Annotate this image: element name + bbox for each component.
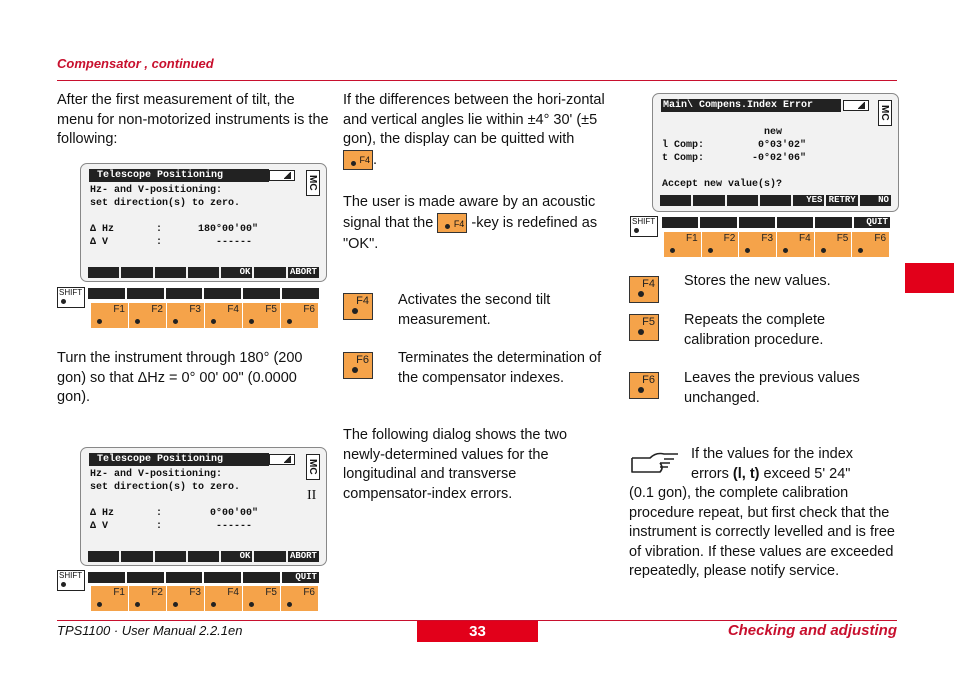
intro-text: After the first measurement of tilt, the menu for non-motorized instruments is the following:: [57, 92, 329, 147]
dot-icon: [249, 319, 254, 324]
dot-icon: [61, 582, 66, 587]
mc-indicator: MC: [306, 454, 320, 480]
function-key-row: [91, 303, 319, 328]
key-label: F6: [303, 587, 315, 598]
f4-key[interactable]: [777, 232, 815, 257]
dot-icon: [211, 319, 216, 324]
softkey[interactable]: [188, 267, 219, 278]
dot-icon: [211, 602, 216, 607]
screen-line: t Comp: -0°02'06": [662, 153, 807, 164]
softkey[interactable]: [660, 195, 691, 206]
key-label: F6: [642, 374, 655, 386]
note-text: If the values for the index errors: [691, 446, 854, 482]
f6-key-icon: [629, 372, 659, 399]
f1-key[interactable]: [91, 303, 129, 328]
screen-line: Δ Hz : 0°00'00": [90, 508, 259, 519]
dot-icon: [249, 602, 254, 607]
dot-icon: [352, 367, 358, 373]
dot-icon: [287, 602, 292, 607]
dot-icon: [783, 248, 788, 253]
mc-indicator: MC: [306, 170, 320, 196]
key-label: F2: [151, 587, 163, 598]
paragraph-text: .: [373, 151, 378, 168]
softkey[interactable]: [760, 195, 791, 206]
key-label: F6: [303, 304, 315, 315]
shift-key[interactable]: [57, 287, 85, 308]
softkey[interactable]: [155, 267, 186, 278]
f5-key-icon: [629, 314, 659, 341]
f1-key[interactable]: [664, 232, 702, 257]
hand-pointer-icon: [630, 448, 680, 478]
page-number: 33: [417, 621, 538, 642]
key-label: F1: [686, 233, 698, 244]
chapter-tab: [905, 263, 954, 293]
key-label: F5: [265, 304, 277, 315]
f6-key[interactable]: [852, 232, 890, 257]
key-label: F4: [799, 233, 811, 244]
dot-icon: [670, 248, 675, 253]
instrument-screen-3: [652, 93, 899, 212]
softkey-bar: [662, 217, 890, 228]
f2-key[interactable]: [702, 232, 740, 257]
softkey[interactable]: [88, 551, 119, 562]
softkey-ok[interactable]: OK: [221, 267, 252, 278]
f4-key[interactable]: [205, 586, 243, 611]
section-header: Compensator , continued: [57, 56, 214, 71]
softkey[interactable]: [188, 551, 219, 562]
f6-key[interactable]: [281, 303, 319, 328]
key-label: F3: [189, 587, 201, 598]
softkey-quit[interactable]: QUIT: [854, 217, 890, 228]
battery-icon: [843, 100, 869, 111]
dot-icon: [287, 319, 292, 324]
f2-key[interactable]: [129, 303, 167, 328]
key-label: F6: [874, 233, 887, 244]
key-label: F4: [356, 295, 369, 307]
key-label: F1: [113, 587, 125, 598]
softkey-abort[interactable]: ABORT: [288, 551, 319, 562]
f6-key-icon: [343, 352, 373, 379]
quit-paragraph: [343, 91, 605, 170]
screen-line: set direction(s) to zero.: [90, 482, 241, 493]
dot-icon: [352, 308, 358, 314]
screen-line: set direction(s) to zero.: [90, 198, 241, 209]
paragraph-text: The user is made aware by an acoustic signal that the: [343, 194, 596, 231]
softkey-retry[interactable]: RETRY: [826, 195, 857, 206]
screen-line: Δ V : ------: [90, 521, 253, 532]
paragraph-text: -key is redefined as "OK".: [343, 215, 598, 252]
shift-label: SHIFT: [59, 571, 83, 580]
softkey-bar: [660, 195, 891, 206]
softkey-bar: [88, 288, 319, 299]
dot-icon: [61, 299, 66, 304]
key-label: F3: [761, 233, 774, 244]
key-label: F4: [227, 587, 239, 598]
key-label: F1: [113, 304, 125, 315]
screen-title: Main\ Compens.Index Error: [661, 99, 841, 112]
f2-key[interactable]: [129, 586, 167, 611]
dot-icon: [708, 248, 713, 253]
softkey[interactable]: [693, 195, 724, 206]
dot-icon: [97, 319, 102, 324]
f4-key-icon: [343, 293, 373, 320]
dot-icon: [638, 291, 644, 297]
softkey[interactable]: [121, 267, 152, 278]
dot-icon: [858, 248, 863, 253]
f3-key[interactable]: [167, 586, 205, 611]
signal-paragraph: [343, 192, 605, 255]
f6-key[interactable]: [281, 586, 319, 611]
f4-key-inline: [343, 150, 373, 170]
screen-title: Telescope Positioning: [89, 169, 269, 182]
screen-line: Hz- and V-positioning:: [90, 185, 223, 196]
softkey-bar: [88, 551, 319, 562]
f3-key[interactable]: [167, 303, 205, 328]
header-rule: [57, 80, 897, 81]
f5-key[interactable]: [815, 232, 853, 257]
screen-line: l Comp: 0°03'02": [662, 140, 807, 151]
key-label: F5: [836, 233, 849, 244]
dot-icon: [445, 224, 450, 229]
battery-icon: [269, 170, 295, 181]
dot-icon: [745, 248, 750, 253]
key-label: F6: [356, 354, 369, 366]
dot-icon: [351, 161, 356, 166]
face-two-indicator: II: [307, 488, 317, 503]
softkey-abort[interactable]: ABORT: [288, 267, 319, 278]
function-key-row: [91, 586, 319, 611]
f4-description: Activates the second tilt measurement.: [398, 292, 551, 328]
note-text-head: [691, 445, 891, 484]
f1-key[interactable]: [91, 586, 129, 611]
softkey-yes[interactable]: YES: [793, 195, 824, 206]
screen-title: Telescope Positioning: [89, 453, 269, 466]
dot-icon: [135, 602, 140, 607]
screen-line: Δ Hz : 180°00'00": [90, 224, 259, 235]
key-label: F2: [151, 304, 163, 315]
instrument-screen-1: [80, 163, 327, 282]
note-text-body: (0.1 gon), the complete calibration procedure repeat, but first check that the instrument is correctly levelled and is free of vibration. If these values are exceeded repeatedly, please notify service.: [629, 485, 895, 579]
note-text: exceed 5' 24": [763, 465, 851, 482]
softkey-bar: [88, 572, 319, 583]
shift-label: SHIFT: [632, 217, 656, 226]
softkey[interactable]: [121, 551, 152, 562]
shift-key[interactable]: [630, 216, 658, 237]
shift-key[interactable]: [57, 570, 85, 591]
dot-icon: [173, 319, 178, 324]
key-label: F4: [642, 278, 655, 290]
softkey[interactable]: [155, 551, 186, 562]
softkey[interactable]: [88, 267, 119, 278]
dot-icon: [135, 319, 140, 324]
dot-icon: [638, 329, 644, 335]
screen-line: new: [662, 127, 783, 138]
softkey-bar: [88, 267, 319, 278]
shift-label: SHIFT: [59, 288, 83, 297]
key-label: F5: [642, 316, 655, 328]
f5-description: Repeats the complete calibration procedure.: [684, 312, 826, 348]
screen-line: Δ V : ------: [90, 237, 253, 248]
dot-icon: [638, 387, 644, 393]
softkey[interactable]: [254, 551, 285, 562]
dot-icon: [97, 602, 102, 607]
softkey-ok[interactable]: OK: [221, 551, 252, 562]
softkey[interactable]: [254, 267, 285, 278]
f5-key[interactable]: [243, 586, 281, 611]
function-key-row: [664, 232, 890, 257]
key-label: F4: [227, 304, 239, 315]
dot-icon: [821, 248, 826, 253]
screen-line: Hz- and V-positioning:: [90, 469, 223, 480]
softkey-no[interactable]: NO: [860, 195, 891, 206]
screen-line: Accept new value(s)?: [662, 179, 783, 190]
key-label: F4: [453, 219, 465, 230]
footer-manual: TPS1100 · User Manual 2.2.1en: [57, 623, 243, 638]
instrument-screen-2: [80, 447, 327, 566]
softkey-quit[interactable]: QUIT: [282, 572, 319, 583]
f4-description: Stores the new values.: [684, 273, 831, 289]
f4-key-icon: [629, 276, 659, 303]
dot-icon: [634, 228, 639, 233]
key-label: F5: [265, 587, 277, 598]
dialog-paragraph: The following dialog shows the two newly-determined values for the longitudinal and transverse compensator-index errors.: [343, 427, 568, 502]
dot-icon: [173, 602, 178, 607]
f4-key-inline: [437, 213, 467, 233]
softkey[interactable]: [727, 195, 758, 206]
mc-indicator: MC: [878, 100, 892, 126]
key-label: F4: [359, 154, 370, 165]
turn-instrument-text: Turn the instrument through 180° (200 gon) so that ΔHz = 0° 00' 00" (0.0000 gon).: [57, 350, 303, 405]
paragraph-text: If the differences between the hori-zontal and vertical angles lie within ±4° 30' (±5 gon), the display can be quitted with: [343, 92, 605, 147]
f4-key[interactable]: [205, 303, 243, 328]
f6-description: Leaves the previous values unchanged.: [684, 370, 860, 406]
f6-description: Terminates the determination of the compensator indexes.: [398, 350, 602, 386]
f5-key[interactable]: [243, 303, 281, 328]
f3-key[interactable]: [739, 232, 777, 257]
key-label: F3: [189, 304, 201, 315]
footer-chapter: Checking and adjusting: [727, 622, 897, 639]
key-label: F2: [723, 233, 736, 244]
battery-icon: [269, 454, 295, 465]
note-bold: (l, t): [732, 465, 760, 482]
